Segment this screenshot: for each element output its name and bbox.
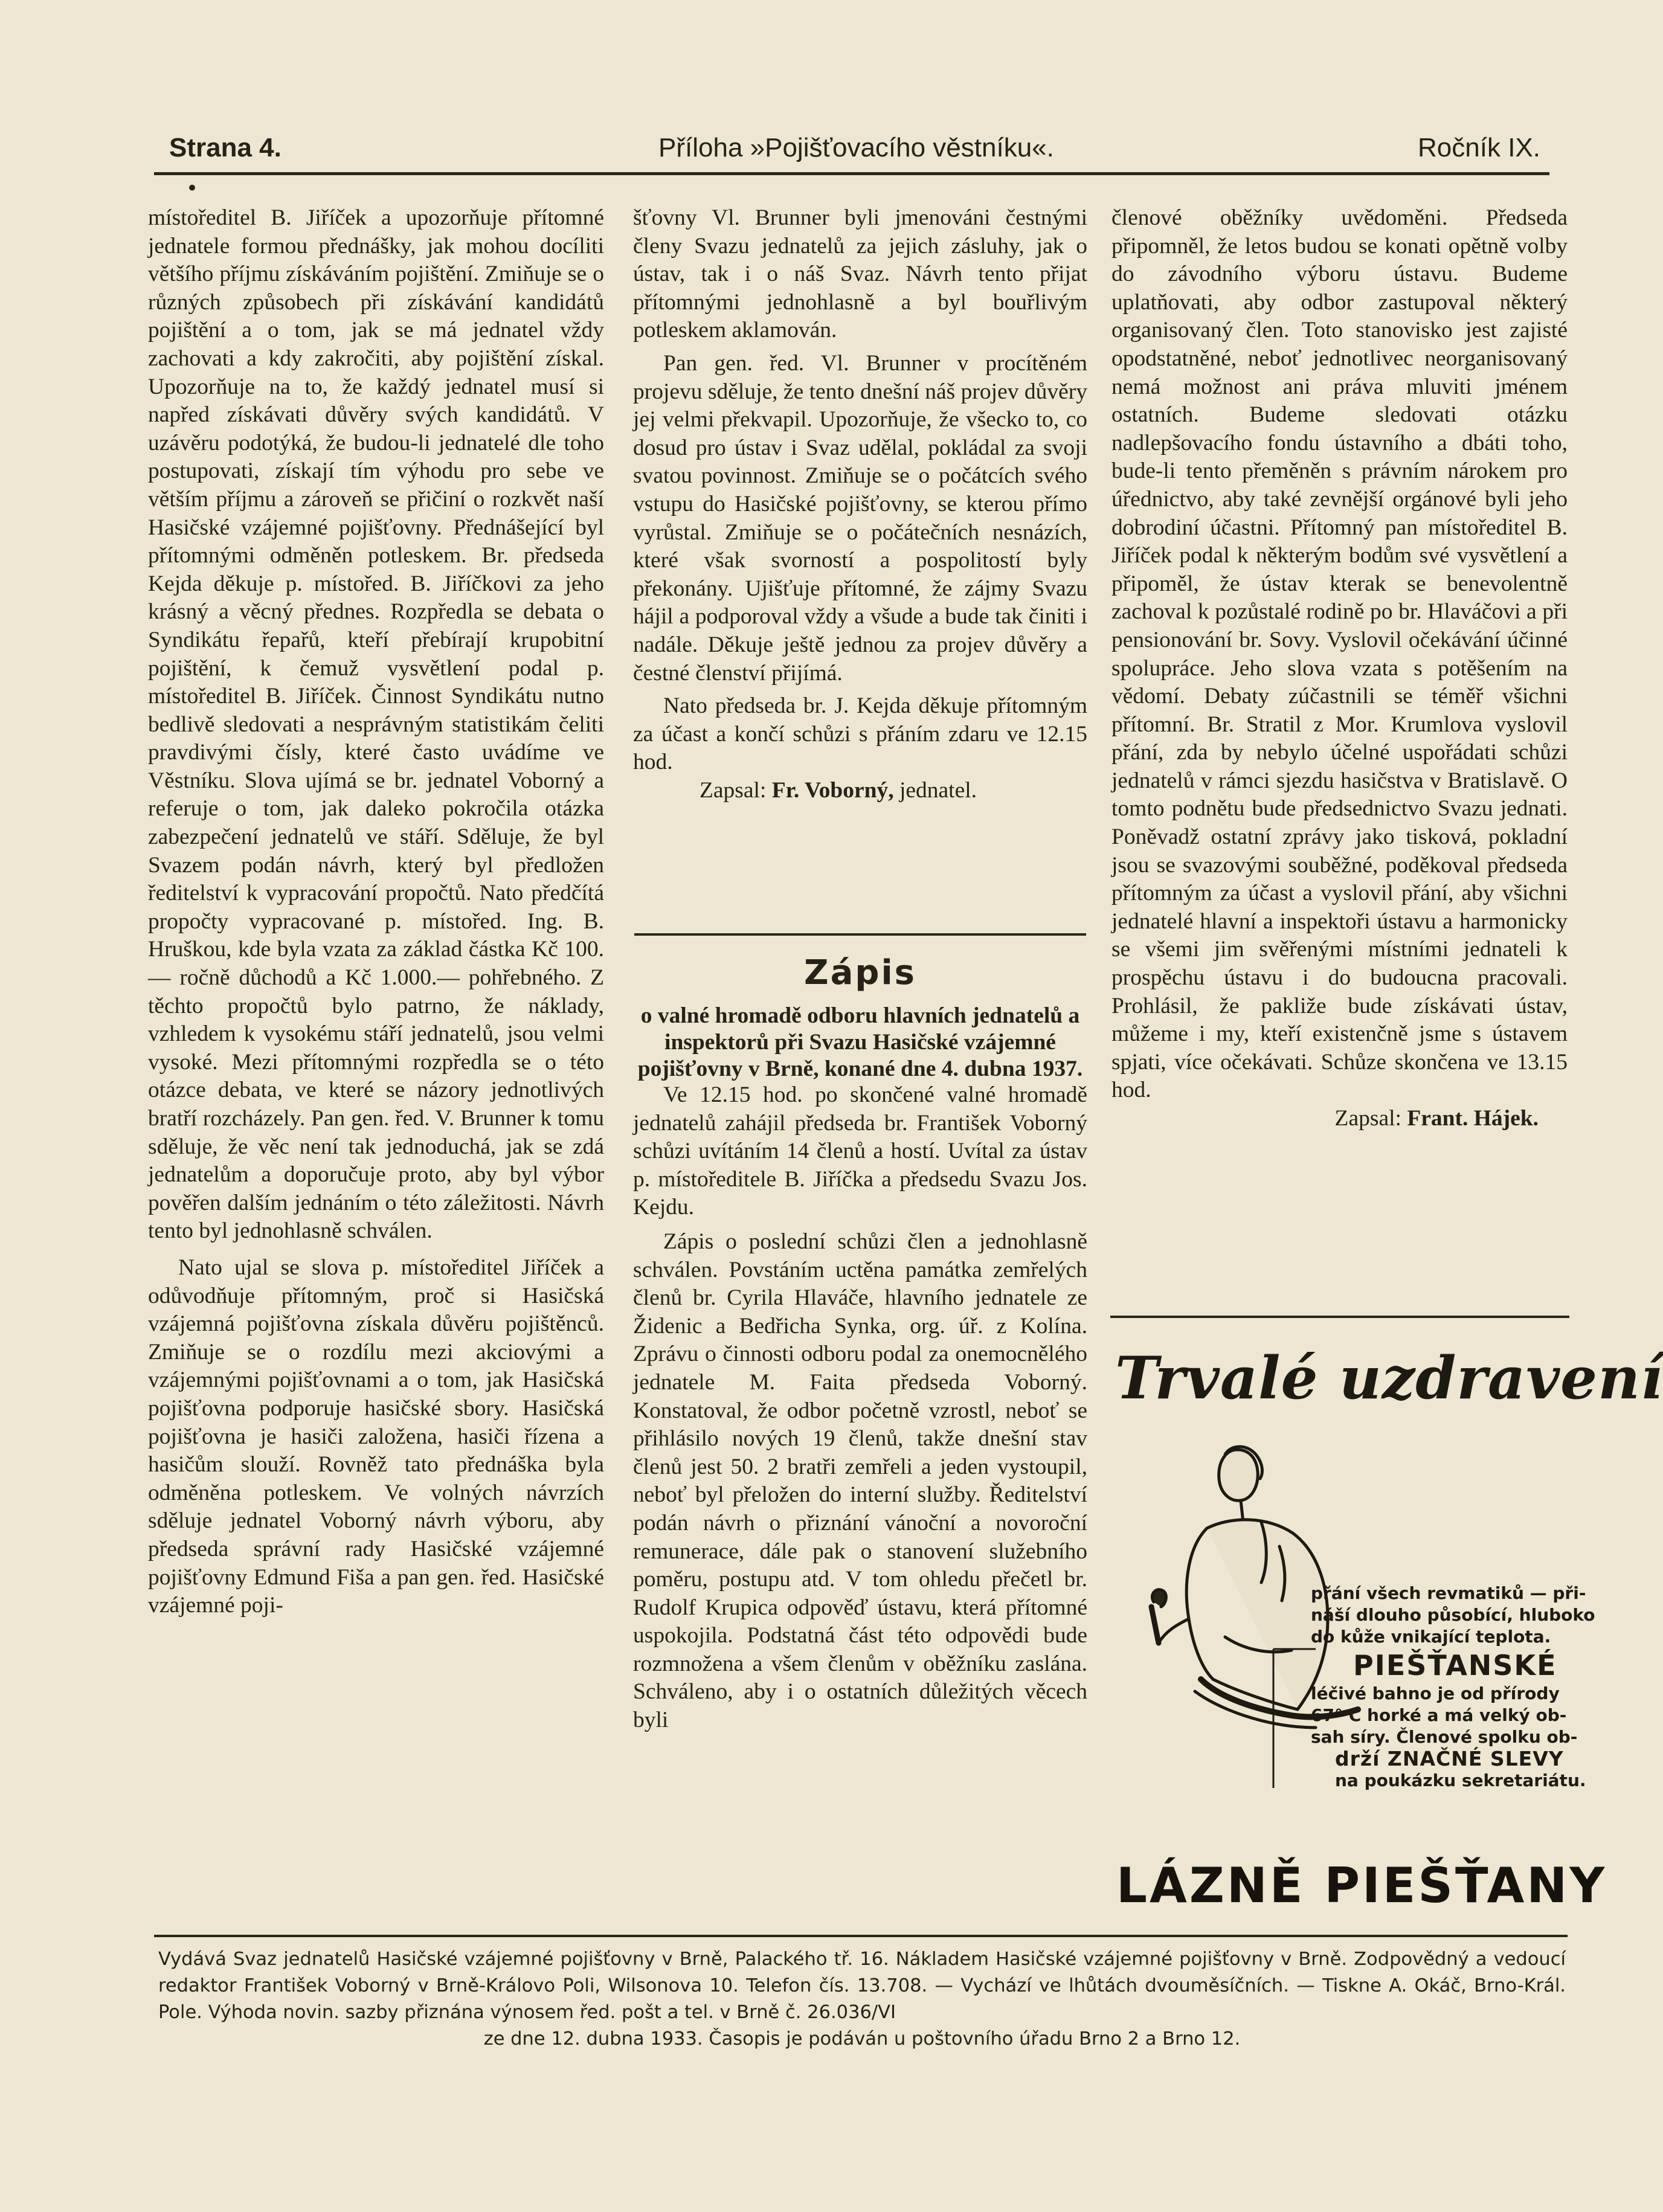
ad-footer-brand: LÁZNĚ PIEŠŤANY	[1116, 1857, 1607, 1914]
ad-brand: PIEŠŤANSKÉ	[1353, 1649, 1557, 1682]
zapis-title: Zápis	[803, 953, 916, 992]
ad-line-7: drží ZNAČNÉ SLEVY	[1335, 1747, 1564, 1770]
column-3-paragraph-1: členové oběžníky uvědoměni. Předseda připomněl, že letos budou se konati opětně volby do závodního výboru ústavu. Budeme uplatňovati, aby odbor zastupoval některý organisovaný člen. Toto stanovisko jest zajisté opodstatněné, neboť jednotlivec neorganisovaný nemá možnost ani práva mluviti jménem ostatních. Budeme sledovati otázku nadlepšovacího fondu ústavního a dbáti toho, bude-li tento přeměněn s právním nárokem pro úřednictvo, aby také zevnější orgánové byli jeho dobrodiní účastni. Přítomný pan místoředitel B. Jiříček podal k některým bodům své vysvětlení a připoměl, že ústav kterak se benevolentně zachoval k pozůstalé rodině po br. Hlaváčovi a při pensionování br. Sovy. Vyslovil očekávání účinné spolupráce. Jeho slova vzata s potěšením na vědomí. Debaty zúčastnili se téměř všichni přítomní. Br. Stratil z Mor. Krumlova vyslovil přání, zda by nebylo účelné uspořádati schůzi jednatelů v rámci sjezdu hasičstva v Bratislavě. O tomto podnětu bude předsednictvo Svazu jednati. Poněvadž ostatní zprávy jako tisková, pokladní jsou se svazovými souběžné, poděkoval předseda přítomným za účast a vyslovil přání, aby všichni jednatelé hlavní a inspektoři ústavu a harmonicky se všemi jim svěřenými místními jednateli k prospěchu ústavu i do budoucna pracovali. Prohlásil, že pakliže bude získávati ústav, můžeme i my, kteří existenčně jsme s ústavem spjati, více očekávati. Schůze skončena ve 13.15 hod.	[1111, 205, 1568, 1103]
ad-line-1: přání všech revmatiků — při-	[1311, 1583, 1586, 1603]
ad-line-8: na poukázku sekretariátu.	[1335, 1770, 1586, 1790]
signature-hajek	[1111, 1105, 1568, 1133]
publication-title: Příloha »Pojišťovacího věstníku«.	[658, 133, 1054, 162]
footer-rule	[154, 1935, 1568, 1937]
advertisement-piestany	[1110, 1323, 1663, 1915]
column-2-paragraph-1: šťovny Vl. Brunner byli jmenováni čestnými členy Svazu jednatelů za jejich zásluhy, jak o ústav, tak i o náš Svaz. Návrh tento přijat přítomnými jednohlasně a byl bouřlivým potleskem aklamován.	[633, 205, 1087, 343]
ad-rule	[1110, 1316, 1569, 1318]
ad-line-6: sah síry. Členové spolku ob-	[1311, 1727, 1578, 1747]
zapis-subtitle	[633, 1003, 1087, 1082]
column-3	[1111, 204, 1568, 1133]
column-1	[148, 204, 604, 1620]
signature-name: Fr. Voborný,	[771, 777, 894, 803]
publisher-footer	[158, 1946, 1566, 2053]
header-rule	[154, 172, 1549, 175]
zapis-subtitle-text: o valné hromadě odboru hlavních jednatelů a inspektorů při Svazu Hasičské vzájemné pojišťovny v Brně, konané dne 4. dubna 1937.	[637, 1003, 1083, 1081]
column-2-paragraph-3: Nato předseda br. J. Kejda děkuje přítomným za účast a končí schůzi s přáním zdaru ve 12.15 hod.	[633, 693, 1087, 775]
signature-role: jednatel.	[899, 777, 977, 803]
ad-line-4: léčivé bahno je od přírody	[1311, 1683, 1560, 1703]
ad-body	[1311, 1583, 1595, 1792]
ad-headline: Trvalé uzdravení	[1115, 1344, 1663, 1412]
section-rule	[634, 933, 1086, 936]
signature-prefix: Zapsal:	[700, 777, 767, 803]
ad-line-3: do kůže vnikající teplota.	[1311, 1627, 1551, 1647]
page-number: Strana 4.	[169, 133, 281, 162]
volume-number: Ročník IX.	[1418, 133, 1540, 162]
column-2-minutes	[633, 1081, 1087, 1735]
ad-line-5: 67° C horké a má velký ob-	[1311, 1705, 1567, 1725]
column-1-paragraph-1: místoředitel B. Jiříček a upozorňuje přítomné jednatele formou přednášky, jak mohou docíliti většího příjmu získáváním pojištění. Zmiňuje se o různých způsobech při získávání kandidátů pojištění a o tom, jak se má jednatel vždy zachovati a kdy zakročiti, aby pojištění získal. Upozorňuje na to, že každý jednatel musí si napřed získávati důvěry svých kandidátů. V uzávěru podotýká, že budou-li jednatelé dle toho postupovati, získají tím výhodu pro sebe ve větším příjmu a zároveň se přičiní o rozkvět naší Hasičské vzájemné pojišťovny. Přednášející byl přítomnými odměněn potleskem. Br. předseda Kejda děkuje p. místořed. B. Jiříčkovi za jeho krásný a věcný přednes. Rozpředla se debata o Syndikátu řepařů, kteří přebírají krupobitní pojištění, k čemuž vysvětlení podal p. místoředitel B. Jiříček. Činnost Syndikátu nutno bedlivě sledovati a nesprávným statistikám čeliti pravdivými čísly, které často uvádíme ve Věstníku. Slova ujímá se br. jednatel Voborný a referuje o tom, jak daleko pokročila otázka zabezpečení jednatelů ve stáří. Sděluje, že byl Svazem podán návrh, který byl předložen ředitelství k vypracování propočtů. Nato předčítá propočty vypracované p. místořed. Ing. B. Hruškou, kde byla vzata za základ částka Kč 100.— ročně důchodů a Kč 1.000.— pohřebného. Z těchto propočtů bylo patrno, že náklady, vzhledem k vysokému stáří jednatelů, jsou velmi vysoké. Mezi přítomnými rozpředla se o této otázce debata, ve které se názory jednotlivých bratří rozcházely. Pan gen. řed. V. Brunner k tomu sděluje, že věc není tak jednoduchá, jak se zdá jednatelům a doporučuje proto, aby byl výbor pověřen dalším jednáním o této záležitosti. Návrh tento byl jednohlasně schválen.	[148, 205, 604, 1244]
footer-text: Vydává Svaz jednatelů Hasičské vzájemné pojišťovny v Brně, Palackého tř. 16. Nákladem Hasičské vzájemné pojišťovny v Brně. Zodpovědný a vedoucí redaktor František Voborný v Brně-Královo Poli, Wilsonova 10. Telefon čís. 13.708. — Vychází ve lhůtách dvouměsíčních. — Tiskne A. Okáč, Brno-Král. Pole. Výhoda novin. sazby přiznána výnosem řed. pošt a tel. v Brně č. 26.036/VI	[158, 1949, 1566, 2023]
signature-voborny	[633, 777, 1087, 805]
zapis-paragraph-2: Zápis o poslední schůzi člen a jednohlasně schválen. Povstáním uctěna památka zemřelých členů br. Cyrila Hlaváče, hlavního jednatele ze Židenic a Bedřicha Synka, org. úř. z Kolína. Zprávu o činnosti odboru podal za onemocnělého jednatele M. Faita předseda Voborný. Konstatoval, že odbor početně vzrostl, neboť se přihlásilo nových 19 členů, takže dnešní stav členů jest 50. 2 bratři zemřeli a jeden vystoupil, neboť byl přeložen do interní služby. Ředitelství podán návrh o přiznání vánoční a novoroční remunerace, dále pak o stanovení služebního poměru, postupu atd. V tom ohledu přečetl br. Rudolf Krupica odpověď ústavu, která přítomné uspokojila. Podstatná část této odpovědi bude rozmnožena a všem členům v oběžníku zaslána. Schváleno, aby i o ostatních důležitých věcech byli	[633, 1229, 1087, 1733]
footer-last-line: ze dne 12. dubna 1933. Časopis je podáván u poštovního úřadu Brno 2 a Brno 12.	[483, 2028, 1241, 2050]
dot-mark: •	[186, 176, 199, 201]
column-1-paragraph-2: Nato ujal se slova p. místoředitel Jiříček a odůvodňuje přítomným, proč si Hasičská vzájemná pojišťovna získala důvěru pojištěnců. Zmiňuje se o rozdílu mezi akciovými a vzájemnými pojišťovnami a o tom, jak Hasičská pojišťovna podporuje hasičské sbory. Hasičská pojišťovna je hasiči založena, hasiči řízena a hasičům slouží. Rovněž tato přednáška byla odměněna potleskem. Ve volných návrzích sděluje jednatel Voborný návrh výboru, aby předseda správní rady Hasičské vzájemné pojišťovny Edmund Fiša a pan gen. řed. Hasičské vzájemné poji-	[148, 1255, 604, 1618]
signature-prefix: Zapsal:	[1334, 1106, 1401, 1131]
column-2-paragraph-2: Pan gen. řed. Vl. Brunner v procítěném projevu sděluje, že tento dnešní náš projev důvěry jej velmi překvapil. Upozorňuje, že všecko to, co dosud pro ústav i Svaz udělal, pokládal za svoji svatou povinnost. Zmiňuje se o počátcích svého vstupu do Hasičské pojišťovny, se kterou přímo vyrůstal. Zmiňuje se o počátečních nesnázích, které však svorností a pospolitostí byly překonány. Ujišťuje přítomné, že zájmy Svazu hájil a podporoval vždy a všude a bude tak činiti i nadále. Děkuje ještě jednou za projev důvěry a čestné členství přijímá.	[633, 350, 1087, 686]
ad-line-2: náší dlouho působící, hluboko	[1311, 1605, 1595, 1625]
column-2	[633, 204, 1087, 805]
zapis-paragraph-1: Ve 12.15 hod. po skončené valné hromadě jednatelů zahájil předseda br. František Voborný schůzi uvítáním 14 členů a hostí. Uvítal za ústav p. místoředitele B. Jiříčka a předsedu Svazu Jos. Kejdu.	[633, 1082, 1087, 1220]
page-header	[151, 121, 1552, 175]
signature-name: Frant. Hájek.	[1407, 1106, 1539, 1131]
